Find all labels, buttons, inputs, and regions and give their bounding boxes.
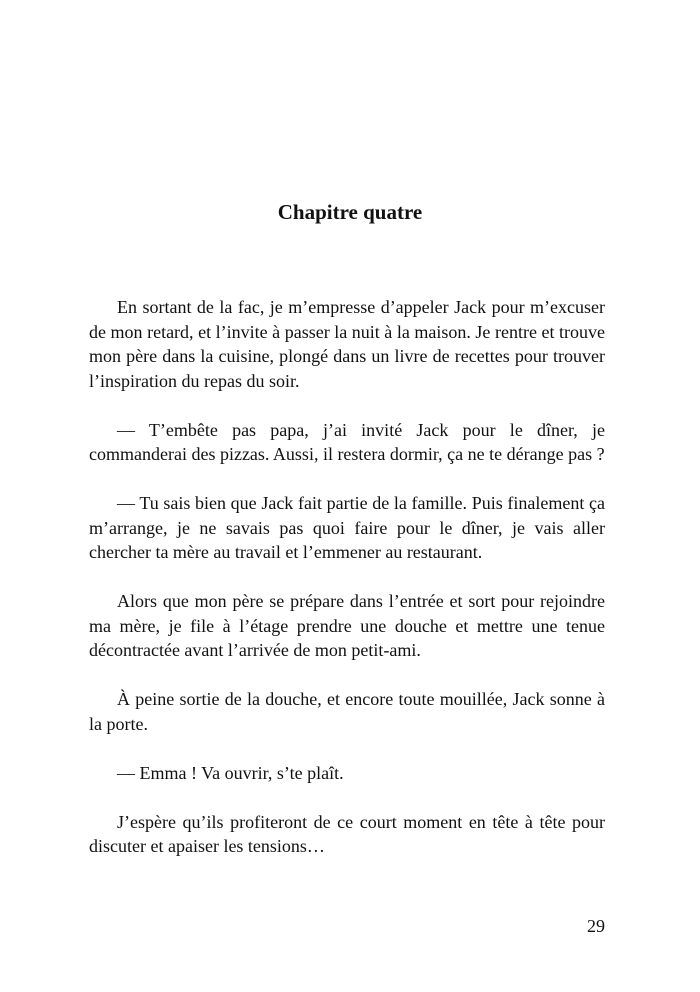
chapter-title: Chapitre quatre: [277, 200, 423, 224]
paragraph: — Tu sais bien que Jack fait partie de la famille. Puis finalement ça m’arrange, je ne savais pas quoi faire pour le dîner, je vais aller chercher ta mère au travail et l’emmener au restaurant.: [89, 493, 605, 562]
paragraph: À peine sortie de la douche, et encore toute mouillée, Jack sonne à la porte.: [89, 689, 605, 734]
paragraph: — T’embête pas papa, j’ai invité Jack pour le dîner, je commanderai des pizzas. Aussi, il restera dormir, ça ne te dérange pas ?: [89, 419, 605, 464]
paragraph: Alors que mon père se prépare dans l’entrée et sort pour rejoindre ma mère, je file à l’étage prendre une douche et mettre une tenue décontractée avant l’arrivée de mon petit-ami.: [89, 591, 605, 660]
paragraph: En sortant de la fac, je m’empresse d’appeler Jack pour m’excuser de mon retard, et l’invite à passer la nuit à la maison. Je rentre et trouve mon père dans la cuisine, plongé dans un livre de recettes pour trouver l’inspiration du repas du soir.: [89, 297, 605, 391]
page-number: 29: [587, 916, 605, 936]
paragraph: — Emma ! Va ouvrir, s’te plaît.: [117, 762, 344, 783]
paragraph: J’espère qu’ils profiteront de ce court moment en tête à tête pour discuter et apaiser les tensions…: [89, 811, 605, 856]
chapter-body: [89, 295, 605, 883]
